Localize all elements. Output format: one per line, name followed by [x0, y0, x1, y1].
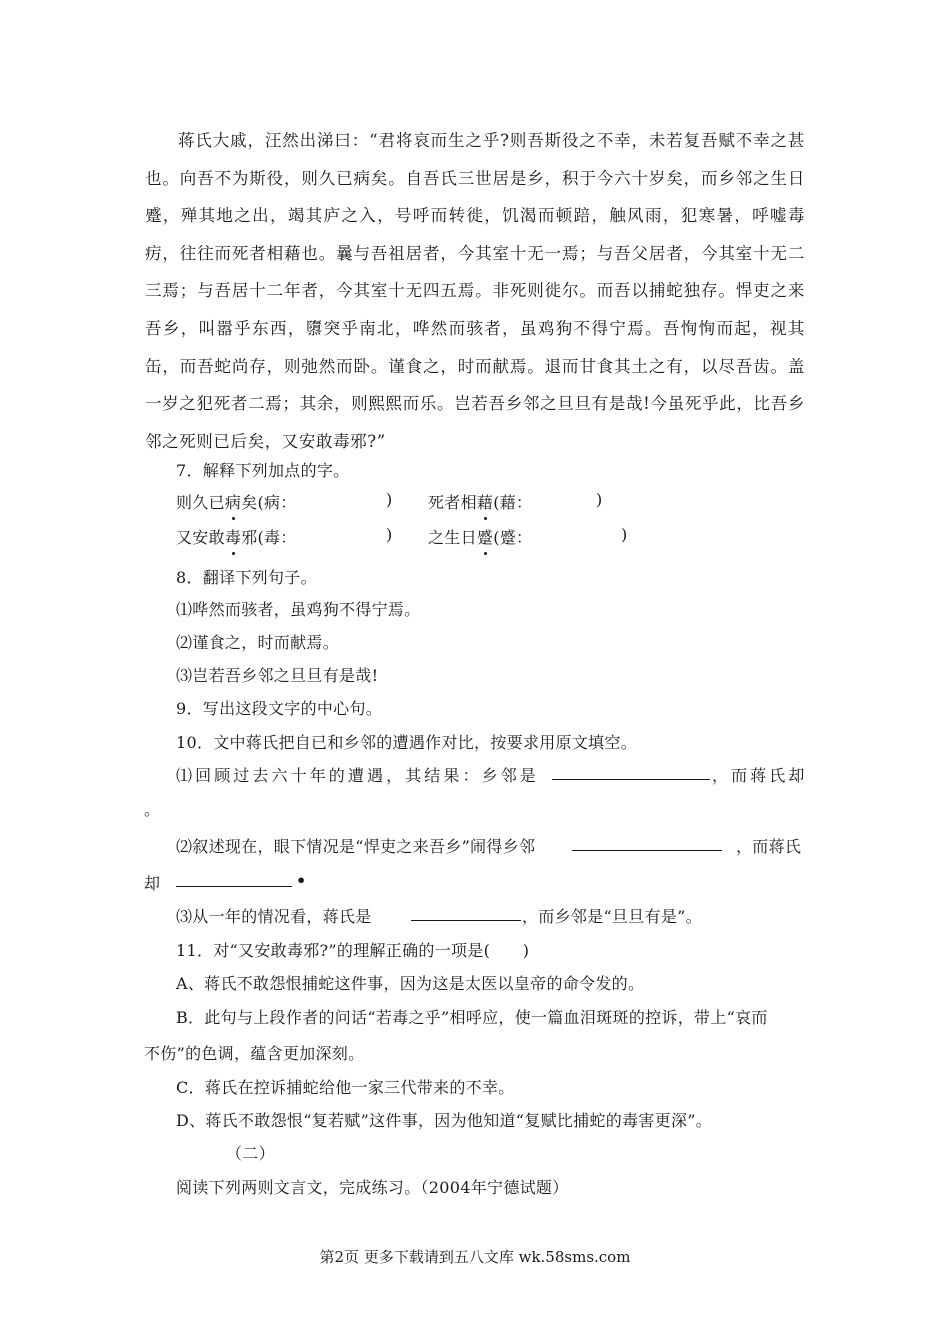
- q7-c-post: 邪(毒：: [241, 528, 297, 547]
- q11-title: 11．对“又安敢毒邪?”的理解正确的一项是( ): [176, 941, 530, 960]
- q7-d-close: ): [621, 525, 628, 544]
- q8-sentence-2: ⑵谨食之，时而献焉。: [176, 633, 340, 652]
- q11-option-b-line-2: 不伤”的色调，蕴含更加深刻。: [144, 1044, 365, 1063]
- q10-title: 10．文中蒋氏把自已和乡邻的遭遇作对比，按要求用原文填空。: [176, 733, 638, 752]
- q7-item-b: [428, 490, 532, 513]
- q10-part-2-tail: ，而蒋氏: [736, 837, 802, 856]
- q10-part-1-tail: ，而蒋氏却: [712, 766, 808, 785]
- q7-c-dotted: 毒: [225, 525, 241, 548]
- q7-item-d: [428, 525, 532, 548]
- q10-part-1-lead: ⑴回顾过去六十年的遭遇，其结果：乡邻是: [176, 766, 539, 785]
- q11-option-c: C．蒋氏在控诉捕蛇给他一家三代带来的不幸。: [176, 1078, 515, 1097]
- page-footer: 第2页 更多下载请到五八文库 wk.58sms.com: [319, 1248, 631, 1266]
- q7-b-post: (藉：: [493, 493, 533, 512]
- q10-part-1-end: 。: [144, 800, 161, 819]
- q7-d-dotted: 蹙: [477, 525, 493, 548]
- q7-b-close: ): [596, 490, 603, 509]
- q7-d-post: (蹙：: [493, 528, 533, 547]
- q8-title: 8．翻译下列句子。: [176, 568, 317, 587]
- q7-a-dotted: 病: [225, 490, 241, 513]
- q7-item-c: [176, 525, 297, 548]
- q7-d-pre: 之生日: [428, 528, 477, 547]
- q7-item-a: [176, 490, 297, 513]
- q7-a-post: 矣(病：: [241, 493, 297, 512]
- q10-part-3-tail: ，而乡邻是“旦旦有是”。: [522, 907, 702, 926]
- q7-title: 7．解释下列加点的字。: [176, 461, 350, 480]
- q11-option-d: D、蒋氏不敢怨恨“复若赋”这件事，因为他知道“复赋比捕蛇的毒害更深”。: [176, 1111, 713, 1130]
- q7-a-close: ): [386, 490, 393, 509]
- q8-sentence-1: ⑴哗然而骇者，虽鸡狗不得宁焉。: [176, 600, 421, 619]
- q10-part-2-blank-2: [176, 872, 292, 887]
- passage-text: 蒋氏大戚，汪然出涕曰：“君将哀而生之乎?则吾斯役之不幸，未若复吾赋不幸之甚也。向吾不为斯役，则久已病矣。自吾氏三世居是乡，积于今六十岁矣，而乡邻之生日蹙，殚其地之出，竭其庐之入，号呼而转徙，饥渴而顿踣，触风雨，犯寒暑，呼嘘毒疠，往往而死者相藉也。曩与吾祖居者，今其室十无一焉；与吾父居者，今其室十无二三焉；与吾居十二年者，今其室十无四五焉。非死则徙尔。而吾以捕蛇独存。悍吏之来吾乡，叫嚣乎东西，隳突乎南北，哗然而骇者，虽鸡狗不得宁焉。吾恂恂而起，视其缶，而吾蛇尚存，则弛然而卧。谨食之，时而献焉。退而甘食其土之有，以尽吾齿。盖一岁之犯死者二焉；其余，则熙熙而乐。岂若吾乡邻之旦旦有是哉!今虽死乎此，比吾乡邻之死则已后矣，又安敢毒邪?”: [145, 131, 805, 451]
- q10-part-2-blank: [572, 836, 722, 851]
- section-heading: （二）: [226, 1144, 275, 1163]
- q8-sentence-3: ⑶岂若吾乡邻之旦旦有是哉!: [176, 666, 379, 685]
- q10-part-2-prefix: 却: [144, 874, 161, 893]
- q7-c-pre: 又安敢: [176, 528, 225, 547]
- q10-part-3-lead: ⑶从一年的情况看，蒋氏是: [176, 907, 372, 926]
- q7-a-pre: 则久已: [176, 493, 225, 512]
- q10-part-1-blank: [552, 765, 710, 780]
- q10-part-2-mark: •: [296, 871, 307, 890]
- q10-part-2-lead: ⑵叙述现在，眼下情况是“悍吏之来吾乡”闹得乡邻: [176, 837, 536, 856]
- q7-c-close: ): [386, 525, 393, 544]
- q7-b-dotted: 藉: [477, 490, 493, 513]
- passage-paragraph: [145, 122, 805, 460]
- section-instruction: 阅读下列两则文言文，完成练习。（2004年宁德试题）: [176, 1178, 569, 1197]
- q11-option-a: A、蒋氏不敢怨恨捕蛇这件事，因为这是太医以皇帝的命令发的。: [176, 974, 645, 993]
- q10-part-3-blank: [411, 906, 521, 921]
- q7-b-pre: 死者相: [428, 493, 477, 512]
- q11-option-b-line-1: B．此句与上段作者的问话“若毒之乎”相呼应，使一篇血泪斑斑的控诉，带上“哀而: [176, 1008, 768, 1027]
- q9-title: 9．写出这段文字的中心句。: [176, 699, 383, 718]
